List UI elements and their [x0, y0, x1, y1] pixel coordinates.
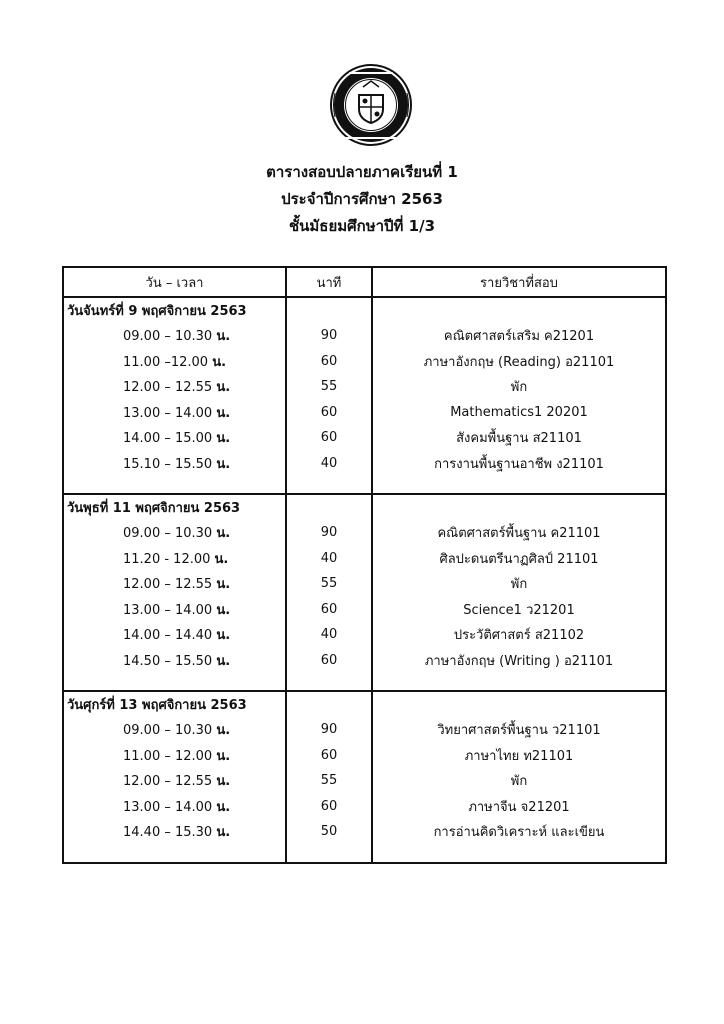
time-cell: 15.10 – 15.50 น.: [63, 451, 286, 477]
minutes-cell: 60: [286, 648, 372, 674]
time-cell: 14.50 – 15.50 น.: [63, 648, 286, 674]
table-row: [63, 717, 666, 743]
header-minutes: นาที: [286, 267, 372, 297]
header-subject: รายวิชาที่สอบ: [372, 267, 666, 297]
header-day-time: วัน – เวลา: [63, 267, 286, 297]
day-header-row: [63, 297, 666, 323]
subject-cell: คณิตศาสตร์พื้นฐาน ค21101: [372, 520, 666, 546]
subject-cell: พัก: [372, 571, 666, 597]
exam-schedule-table: [62, 266, 667, 864]
school-logo: [329, 63, 413, 147]
table-row: [63, 349, 666, 375]
table-row: [63, 451, 666, 477]
day-label: วันจันทร์ที่ 9 พฤศจิกายน 2563: [63, 297, 286, 323]
table-row: [63, 374, 666, 400]
table-row: [63, 425, 666, 451]
minutes-cell: 55: [286, 768, 372, 794]
table-row: [63, 622, 666, 648]
time-cell: 13.00 – 14.00 น.: [63, 794, 286, 820]
subject-cell: สังคมพื้นฐาน ส21101: [372, 425, 666, 451]
minutes-cell: 90: [286, 323, 372, 349]
time-cell: 12.00 – 12.55 น.: [63, 768, 286, 794]
time-cell: 11.00 –12.00 น.: [63, 349, 286, 375]
title-line-1: ตารางสอบปลายภาคเรียนที่ 1: [266, 163, 458, 181]
day-label: วันศุกร์ที่ 13 พฤศจิกายน 2563: [63, 691, 286, 717]
minutes-cell: 60: [286, 400, 372, 426]
minutes-cell: 40: [286, 622, 372, 648]
time-cell: 12.00 – 12.55 น.: [63, 374, 286, 400]
title-line-3: ชั้นมัธยมศึกษาปีที่ 1/3: [288, 217, 436, 235]
section-spacer: [63, 673, 666, 691]
minutes-cell: 60: [286, 743, 372, 769]
subject-cell: ภาษาอังกฤษ (Writing ) อ21101: [372, 648, 666, 674]
table-row: [63, 597, 666, 623]
subject-cell: พัก: [372, 768, 666, 794]
section-spacer: [63, 845, 666, 863]
table-header-row: [63, 267, 666, 297]
time-cell: 11.00 – 12.00 น.: [63, 743, 286, 769]
time-cell: 09.00 – 10.30 น.: [63, 717, 286, 743]
time-cell: 11.20 - 12.00 น.: [63, 546, 286, 572]
time-cell: 09.00 – 10.30 น.: [63, 323, 286, 349]
table-row: [63, 400, 666, 426]
minutes-cell: 60: [286, 794, 372, 820]
table-row: [63, 794, 666, 820]
day-header-row: [63, 494, 666, 520]
minutes-cell: 40: [286, 546, 372, 572]
time-cell: 12.00 – 12.55 น.: [63, 571, 286, 597]
minutes-cell: 60: [286, 597, 372, 623]
minutes-cell: 90: [286, 520, 372, 546]
minutes-cell: 60: [286, 425, 372, 451]
subject-cell: ภาษาจีน จ21201: [372, 794, 666, 820]
table-row: [63, 520, 666, 546]
minutes-cell: 50: [286, 819, 372, 845]
day-header-row: [63, 691, 666, 717]
time-cell: 14.00 – 14.40 น.: [63, 622, 286, 648]
subject-cell: ภาษาอังกฤษ (Reading) อ21101: [372, 349, 666, 375]
subject-cell: วิทยาศาสตร์พื้นฐาน ว21101: [372, 717, 666, 743]
time-cell: 13.00 – 14.00 น.: [63, 597, 286, 623]
minutes-cell: 55: [286, 374, 372, 400]
time-cell: 09.00 – 10.30 น.: [63, 520, 286, 546]
table-row: [63, 323, 666, 349]
subject-cell: การอ่านคิดวิเคราะห์ และเขียน: [372, 819, 666, 845]
minutes-cell: 60: [286, 349, 372, 375]
subject-cell: ภาษาไทย ท21101: [372, 743, 666, 769]
subject-cell: การงานพื้นฐานอาชีพ ง21101: [372, 451, 666, 477]
table-row: [63, 648, 666, 674]
table-row: [63, 819, 666, 845]
time-cell: 13.00 – 14.00 น.: [63, 400, 286, 426]
table-row: [63, 743, 666, 769]
time-cell: 14.00 – 15.00 น.: [63, 425, 286, 451]
school-seal-icon: [329, 63, 413, 147]
subject-cell: พัก: [372, 374, 666, 400]
subject-cell: คณิตศาสตร์เสริม ค21201: [372, 323, 666, 349]
minutes-cell: 90: [286, 717, 372, 743]
table-row: [63, 546, 666, 572]
section-spacer: [63, 476, 666, 494]
minutes-cell: 55: [286, 571, 372, 597]
title-line-2: ประจำปีการศึกษา 2563: [281, 190, 443, 208]
subject-cell: ศิลปะดนตรีนาฏศิลป์ 21101: [372, 546, 666, 572]
subject-cell: Science1 ว21201: [372, 597, 666, 623]
subject-cell: ประวัติศาสตร์ ส21102: [372, 622, 666, 648]
day-label: วันพุธที่ 11 พฤศจิกายน 2563: [63, 494, 286, 520]
time-cell: 14.40 – 15.30 น.: [63, 819, 286, 845]
subject-cell: Mathematics1 20201: [372, 400, 666, 426]
table-row: [63, 571, 666, 597]
minutes-cell: 40: [286, 451, 372, 477]
table-row: [63, 768, 666, 794]
